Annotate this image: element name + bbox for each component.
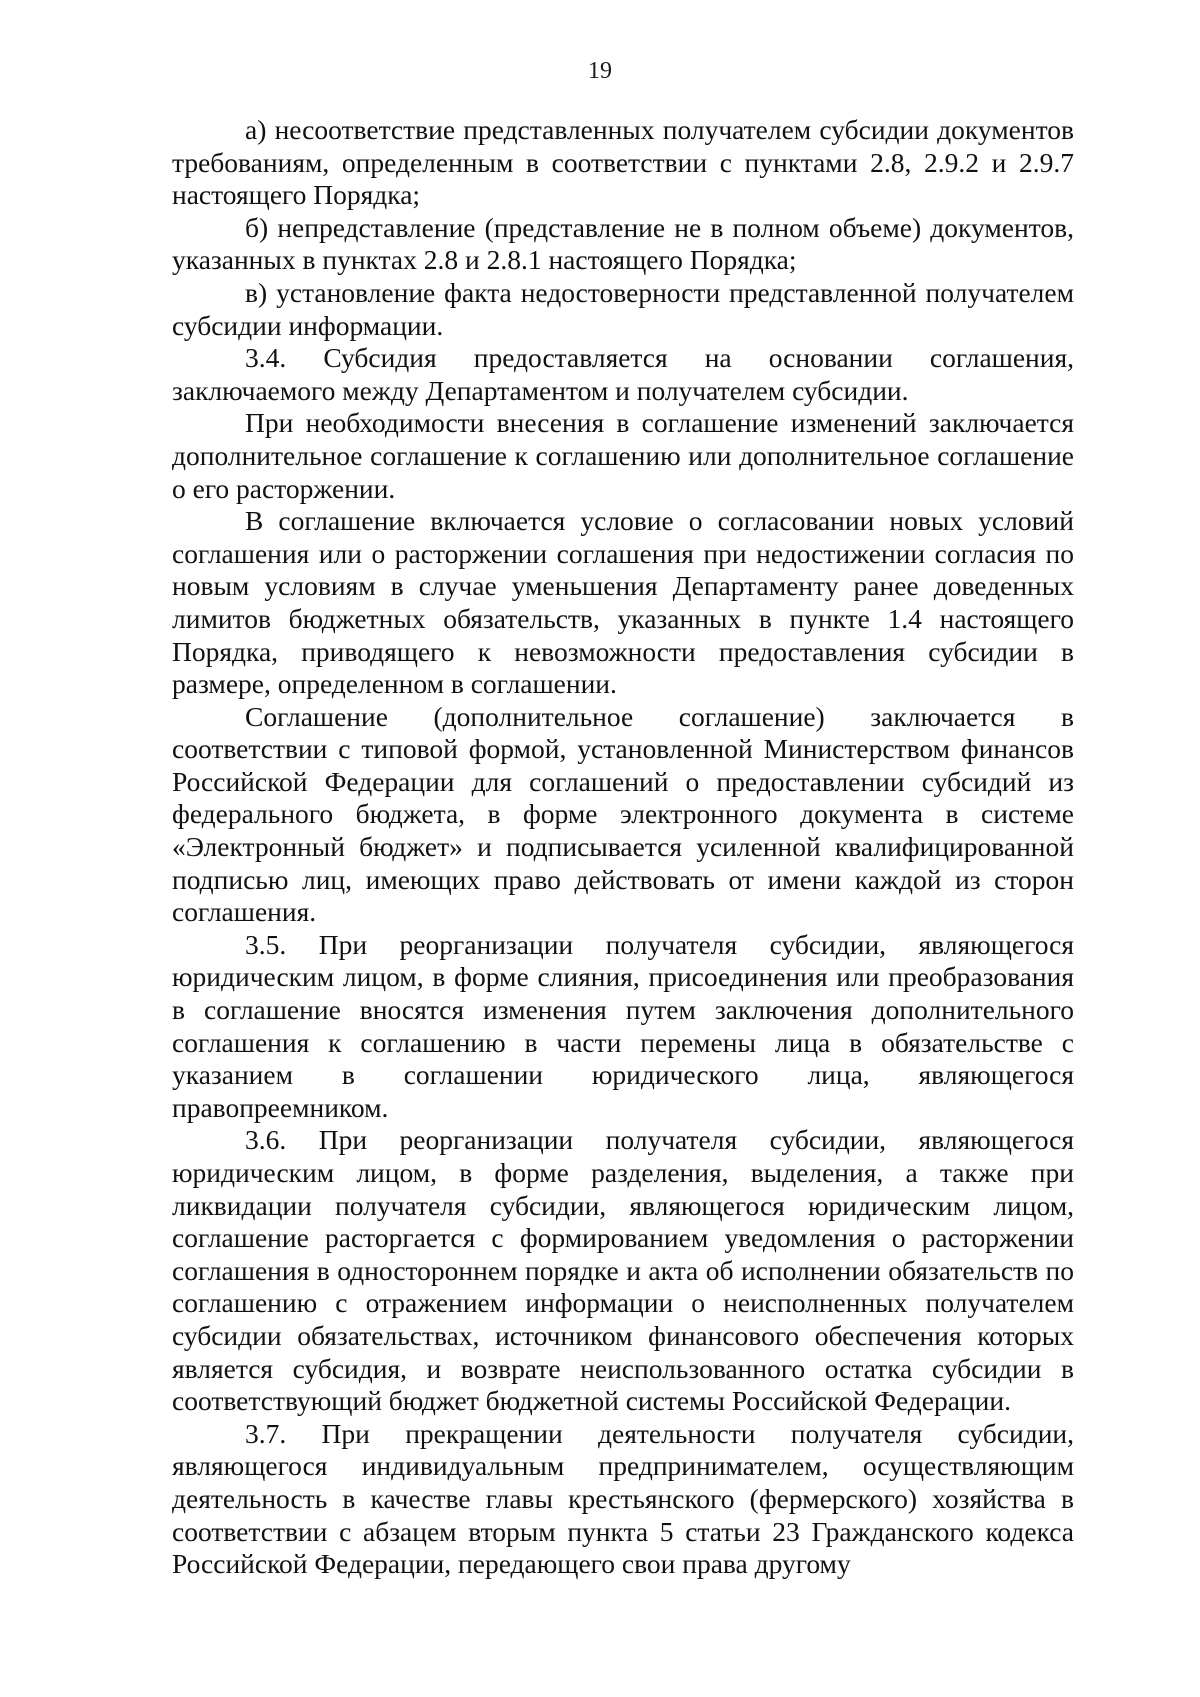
paragraph-3-4-new-conditions: В соглашение включается условие о согласовании новых условий соглашения или о расторжении соглашения при недостижении согласия по новым условиям в случае уменьшения Департаменту ранее доведенных лимитов бюджетных обязательств, указанных в пункте 1.4 настоящего Порядка, приводящего к невозможности предоставления субсидии в размере, определенном в соглашении. [172, 505, 1074, 700]
paragraph-3-4: 3.4. Субсидия предоставляется на основании соглашения, заключаемого между Департаментом и получателем субсидии. [172, 342, 1074, 406]
paragraph-3-4-amendments: При необходимости внесения в соглашение изменений заключается дополнительное соглашение к соглашению или дополнительное соглашение о его расторжении. [172, 407, 1074, 504]
paragraph-3-5: 3.5. При реорганизации получателя субсидии, являющегося юридическим лицом, в форме слияния, присоединения или преобразования в соглашение вносятся изменения путем заключения дополнительного соглашения к соглашению в части перемены лица в обязательстве с указанием в соглашении юридического лица, являющегося правопреемником. [172, 928, 1074, 1123]
page-number: 19 [588, 58, 612, 84]
paragraph-item-v: в) установление факта недостоверности представленной получателем субсидии информации. [172, 276, 1074, 341]
paragraph-item-b: б) непредставление (представление не в полном объеме) документов, указанных в пунктах 2.8 и 2.8.1 настоящего Порядка; [172, 211, 1074, 276]
document-body [172, 114, 1074, 1581]
paragraph-3-7: 3.7. При прекращении деятельности получателя субсидии, являющегося индивидуальным предпринимателем, осуществляющим деятельность в качестве главы крестьянского (фермерского) хозяйства в соответствии с абзацем вторым пункта 5 статьи 23 Гражданского кодекса Российской Федерации, передающего свои права другому [172, 1417, 1074, 1580]
paragraph-3-6: 3.6. При реорганизации получателя субсидии, являющегося юридическим лицом, в форме разделения, выделения, а также при ликвидации получателя субсидии, являющегося юридическим лицом, соглашение расторгается с формированием уведомления о расторжении соглашения в одностороннем порядке и акта об исполнении обязательств по соглашению с отражением информации о неисполненных получателем субсидии обязательствах, источником финансового обеспечения которых является субсидия, и возврате неиспользованного остатка субсидии в соответствующий бюджет бюджетной системы Российской Федерации. [172, 1124, 1074, 1417]
paragraph-item-a: а) несоответствие представленных получателем субсидии документов требованиям, определенным в соответствии с пунктами 2.8, 2.9.2 и 2.9.7 настоящего Порядка; [172, 114, 1074, 211]
paragraph-3-4-agreement-form: Соглашение (дополнительное соглашение) заключается в соответствии с типовой формой, установленной Министерством финансов Российской Федерации для соглашений о предоставлении субсидий из федерального бюджета, в форме электронного документа в системе «Электронный бюджет» и подписывается усиленной квалифицированной подписью лиц, имеющих право действовать от имени каждой из сторон соглашения. [172, 700, 1074, 928]
